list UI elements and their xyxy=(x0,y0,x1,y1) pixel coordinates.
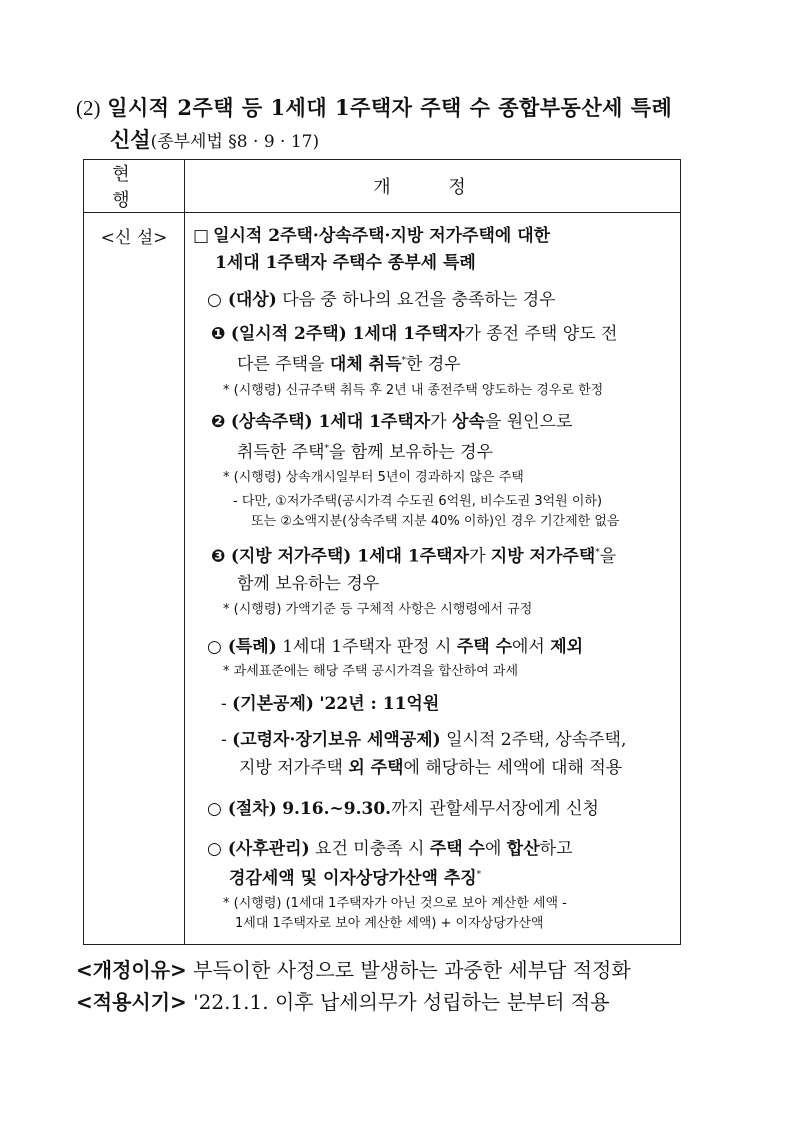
section-number: (2) xyxy=(76,96,101,120)
item-3: ❸ (지방 저가주택) 1세대 1주택자가 지방 저가주택*을 함께 보유하는 경우 xyxy=(211,546,617,594)
item-2-note: * (시행령) 상속개시일부터 5년이 경과하지 않은 주택 xyxy=(223,470,524,486)
comparison-table xyxy=(83,159,681,945)
section-title-2: 신설 xyxy=(110,127,151,152)
item-1-note: * (시행령) 신규주택 취득 후 2년 내 종전주택 양도하는 경우로 한정 xyxy=(223,382,604,398)
bullet-circle-icon: ○ xyxy=(207,798,222,819)
date-label: <적용시기> xyxy=(76,990,187,1014)
reason-text: 부득이한 사정으로 발생하는 과중한 세부담 적정화 xyxy=(193,958,631,982)
item-2-exception: - 다만, ①저가주택(공시가격 수도권 6억원, 비수도권 3억원 이하) 또는 ②소액지분(상속주택 지분 40% 이하)인 경우 기간제한 없음 xyxy=(233,494,620,530)
elder-credit: - (고령자·장기보유 세액공제) 일시적 2주택, 상속주택, 지방 저가주택 외 주택에 해당하는 세액에 대해 적용 xyxy=(221,729,627,778)
reason-label: <개정이유> xyxy=(76,958,187,982)
current-cell: <신 설> xyxy=(84,213,185,945)
checkbox-square-icon: □ xyxy=(193,226,210,246)
special-clause: ○ (특례) 1세대 1주택자 판정 시 주택 수에서 제외 xyxy=(207,636,584,657)
bullet-circle-icon: ○ xyxy=(207,636,222,657)
box-title: □ 일시적 2주택·상속주택·지방 저가주택에 대한 1세대 1주택자 주택수 종부세 특례 xyxy=(193,226,551,273)
basic-deduction: - (기본공제) '22년 : 11억원 xyxy=(221,693,440,714)
item-3-note: * (시행령) 가액기준 등 구체적 사항은 시행령에서 규정 xyxy=(223,601,533,617)
procedure-clause: ○ (절차) 9.16.~9.30.까지 관할세무서장에게 신청 xyxy=(207,798,599,819)
item-2: ❷ (상속주택) 1세대 1주택자가 상속을 원인으로 취득한 주택*을 함께 보유하는 경우 xyxy=(211,411,573,463)
bullet-circle-icon: ○ xyxy=(207,838,222,859)
target-clause: ○ (대상) 다음 중 하나의 요건을 충족하는 경우 xyxy=(207,290,556,310)
revision-reason xyxy=(76,955,716,985)
header-current: 현 행 xyxy=(84,160,185,213)
date-text: '22.1.1. 이후 납세의무가 성립하는 분부터 적용 xyxy=(193,990,610,1014)
after-note: * (시행령) (1세대 1주택자가 아닌 것으로 보아 계산한 세액 - 1세대 1주택자로 보아 계산한 세액) + 이자상당가산액 xyxy=(223,895,567,931)
revised-cell xyxy=(185,213,681,945)
special-note: * 과세표준에는 해당 주택 공시가격을 합산하여 과세 xyxy=(223,663,519,679)
section-heading xyxy=(76,92,736,158)
bullet-circle-icon: ○ xyxy=(207,290,222,310)
section-title: 일시적 2주택 등 1세대 1주택자 주택 수 종합부동산세 특례 xyxy=(107,95,673,120)
item-1: ❶ (일시적 2주택) 1세대 1주택자가 종전 주택 양도 전 다른 주택을 대체 취득*한 경우 xyxy=(211,324,618,375)
law-reference: (종부세법 §8 · 9 · 17) xyxy=(150,132,320,152)
effective-date xyxy=(76,987,716,1017)
after-clause: ○ (사후관리) 요건 미충족 시 주택 수에 합산하고 경감세액 및 이자상당가산액 추징* xyxy=(207,838,573,889)
header-revised: 개 정 xyxy=(185,160,681,213)
